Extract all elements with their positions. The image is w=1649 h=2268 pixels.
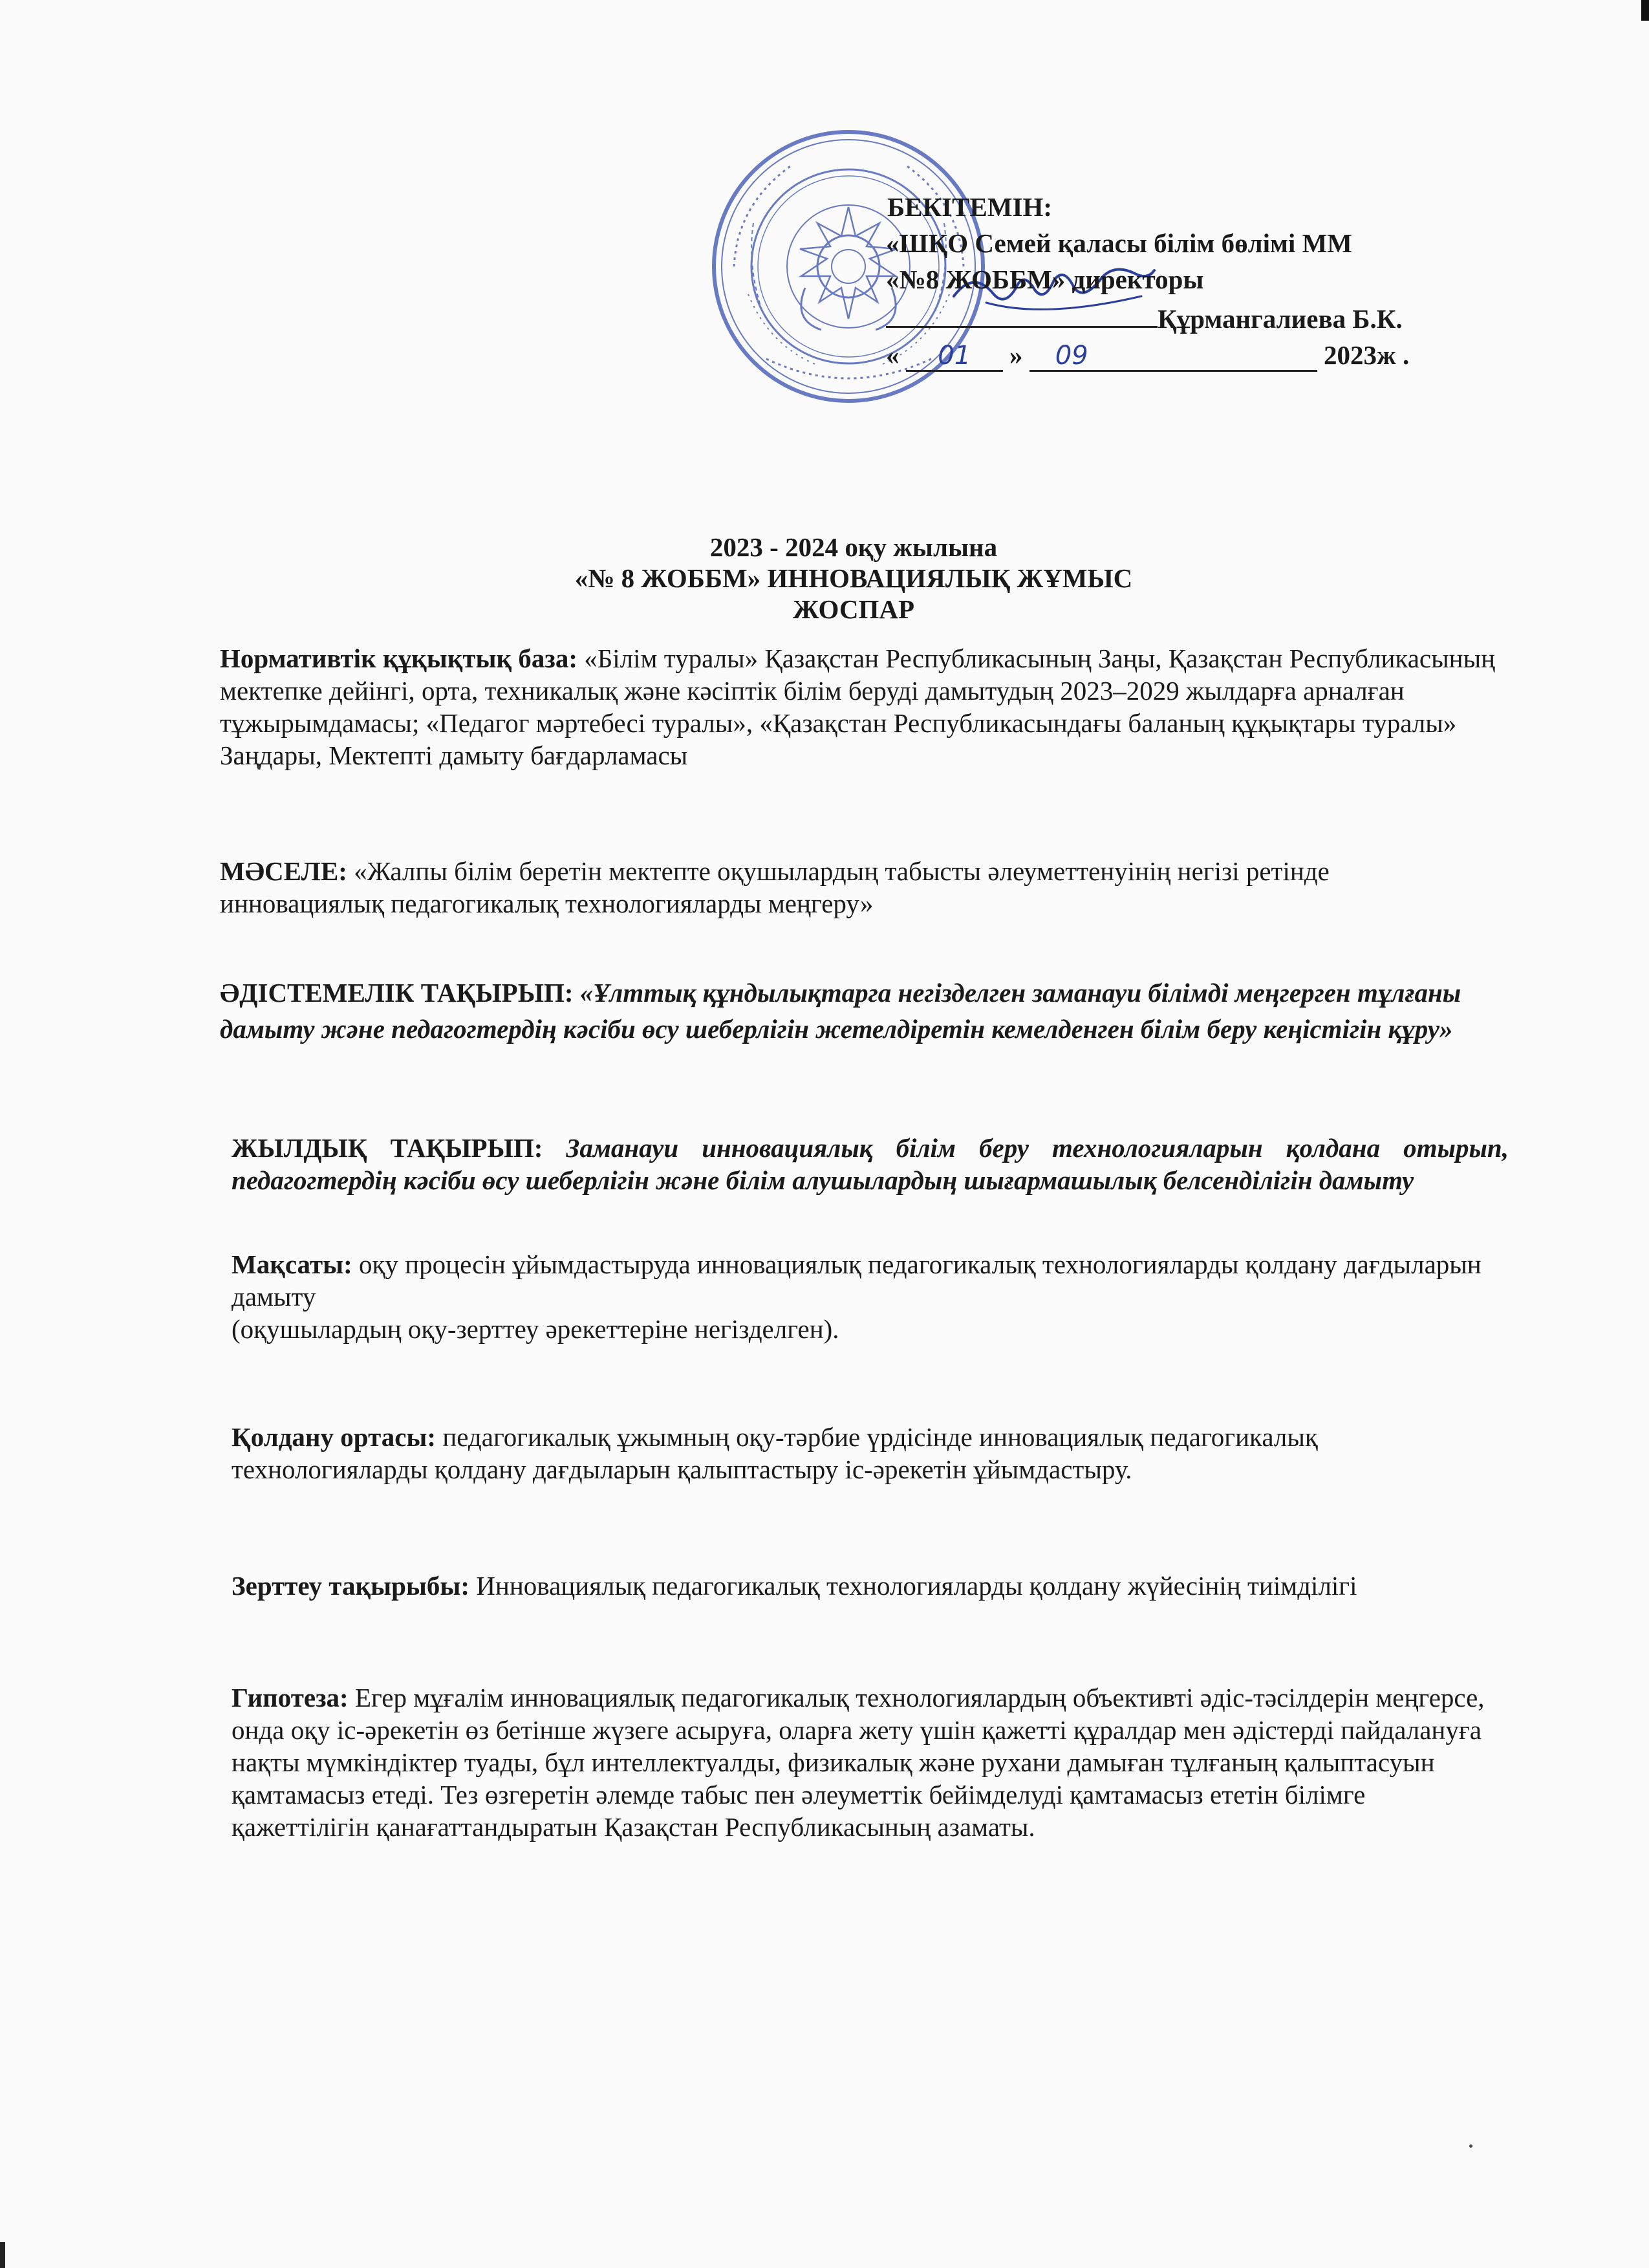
research-text: Инновациялық педагогикалық технологияларды қолдану жүйесінің тиімділігі [469, 1571, 1357, 1601]
annual-topic-text: Заманауи инновациялық білім беру технологияларын қолдана отырып, педагогтердің кәсіби өсу шеберлігін және білім алушылардың шығармашылық белсенділігін дамыту [232, 1133, 1509, 1195]
section-method-topic [220, 975, 1497, 1047]
approval-block [886, 189, 1552, 373]
research-label: Зерттеу тақырыбы: [232, 1571, 470, 1601]
date-open-quote: « [886, 340, 900, 370]
application-label: Қолдану ортасы: [232, 1422, 436, 1452]
date-year: 2023ж . [1324, 340, 1410, 370]
application-text: педагогикалық ұжымның оқу-тәрбие үрдісінде инновациялық педагогикалық технологияларды қолдану дағдыларын қалыптастыру іс-әрекетін ұйымдастыру. [232, 1422, 1318, 1484]
section-goal [232, 1248, 1509, 1345]
annual-topic-label: ЖЫЛДЫҚ ТАҚЫРЫП: [232, 1133, 543, 1163]
approval-school-line: «№8 ЖОББМ» директоры [886, 265, 1204, 294]
hypothesis-label: Гипотеза: [232, 1683, 349, 1712]
normative-label: Нормативтік құқықтық база: [220, 643, 577, 673]
date-month: 09 [1029, 341, 1317, 372]
scan-edge-mark [1641, 0, 1649, 21]
method-topic-text: «Ұлттық құндылықтарга негізделген заманауи білімді меңгерген тұлғаны дамыту және педагогтердің кәсіби өсу шеберлігін жетелдіретін кемелденген білім беру кеңістігін құру» [220, 978, 1461, 1044]
title-line-3: ЖОСПАР [792, 594, 915, 624]
goal-text: оқу процесін ұйымдастыруда инновациялық педагогикалық технологияларды қолдану дағдыларын дамыту [232, 1249, 1482, 1312]
document-title [0, 532, 1649, 625]
section-problem [220, 855, 1497, 920]
scan-dot [1469, 2144, 1472, 2148]
date-close-quote: » [1009, 340, 1023, 370]
section-annual-topic [232, 1132, 1509, 1196]
problem-text: «Жалпы білім беретін мектепте оқушылардың табысты әлеуметтенуінің негізі ретінде инновациялық педагогикалық технологияларды меңгеру» [220, 856, 1330, 918]
goal-note: (оқушылардың оқу-зерттеу әрекеттеріне негізделген). [232, 1314, 839, 1344]
problem-label: МӘСЕЛЕ: [220, 856, 347, 886]
goal-label: Мақсаты: [232, 1249, 352, 1279]
title-line-2: «№ 8 ЖОББМ» ИННОВАЦИЯЛЫҚ ЖҰМЫС [574, 563, 1133, 593]
date-day: 01 [906, 341, 1003, 372]
signature-line [886, 297, 1158, 328]
scan-edge-mark-bottom [0, 2242, 5, 2268]
hypothesis-text: Егер мұғалім инновациялық педагогикалық технологиялардың объективті әдіс-тәсілдерін меңгерсе, онда оқу іс-әрекетін өз бетінше жүзеге асыруға, оларға жету үшін қажетті құралдар мен әдістерді пайдалануға нақты мүмкіндіктер туады, бұл интеллектуалды, физикалық және рухани дамыған тұлғаның қалыптасуын қамтамасыз етеді. Тез өзгеретін әлемде табыс пен әлеуметтік бейімделуді қамтамасыз ететін білімге қажеттілігін қанағаттандыратын Қазақстан Республикасының азаматы. [232, 1683, 1485, 1842]
title-line-1: 2023 - 2024 оқу жылына [709, 532, 998, 562]
approval-organization: «ШҚО Семей қаласы білім бөлімі ММ [886, 228, 1352, 258]
approval-signature-row [886, 297, 1552, 337]
section-normative [220, 642, 1497, 772]
approval-date-row [886, 337, 1552, 373]
normative-text: «Білім туралы» Қазақстан Республикасының Заңы, Қазақстан Республикасының мектепке дейінгі, орта, техникалық және кәсіптік білім беруді дамытудың 2023–2029 жылдарға арналған тұжырымдамасы; «Педагог мәртебесі туралы», «Қазақстан Республикасындағы баланың құқықтары туралы» Заңдары, Мектепті дамыту бағдарламасы [220, 643, 1496, 770]
section-hypothesis [232, 1681, 1509, 1843]
method-topic-label: ӘДІСТЕМЕЛІК ТАҚЫРЫП: [220, 978, 574, 1008]
section-research [232, 1570, 1509, 1602]
section-application [232, 1421, 1509, 1485]
approval-heading: БЕКІТЕМІН: [887, 192, 1053, 222]
director-name: Құрмангалиева Б.К. [1158, 304, 1403, 334]
